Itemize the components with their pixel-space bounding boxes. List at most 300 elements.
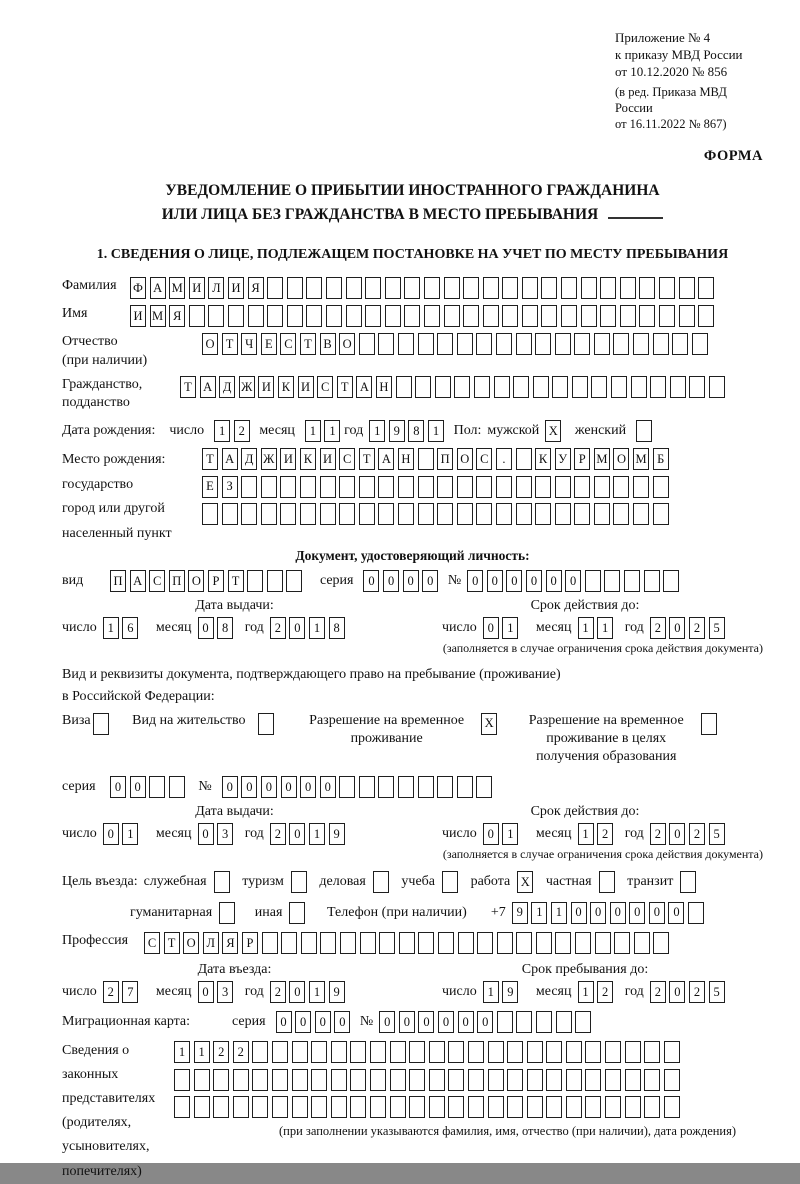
form-cell[interactable] (556, 1011, 572, 1033)
form-cell[interactable] (605, 1041, 621, 1063)
form-cell[interactable] (390, 1096, 406, 1118)
form-cell[interactable]: 2 (650, 981, 666, 1003)
form-cell[interactable] (644, 1041, 660, 1063)
form-cell[interactable]: М (169, 277, 185, 299)
form-cell[interactable]: Т (180, 376, 196, 398)
form-cell[interactable]: 0 (383, 570, 399, 592)
form-cell[interactable]: 1 (578, 823, 594, 845)
form-cell[interactable]: Н (376, 376, 392, 398)
form-cell[interactable]: И (280, 448, 296, 470)
form-cell[interactable]: 0 (526, 570, 542, 592)
form-cell[interactable]: 0 (565, 570, 581, 592)
form-cell[interactable]: Р (574, 448, 590, 470)
form-cell[interactable] (398, 503, 414, 525)
form-cell[interactable] (326, 277, 342, 299)
form-cell[interactable]: К (300, 448, 316, 470)
form-cell[interactable] (442, 871, 458, 893)
form-cell[interactable]: И (320, 448, 336, 470)
form-cell[interactable] (698, 277, 714, 299)
form-cell[interactable]: X (481, 713, 497, 735)
form-cell[interactable] (555, 333, 571, 355)
form-cell[interactable] (507, 1041, 523, 1063)
form-cell[interactable]: П (110, 570, 126, 592)
form-cell[interactable] (468, 1096, 484, 1118)
form-cell[interactable]: 0 (438, 1011, 454, 1033)
form-cell[interactable]: 1 (305, 420, 321, 442)
form-cell[interactable] (385, 277, 401, 299)
form-cell[interactable] (370, 1069, 386, 1091)
form-cell[interactable]: 0 (571, 902, 587, 924)
form-cell[interactable]: 7 (122, 981, 138, 1003)
form-cell[interactable]: 2 (270, 617, 286, 639)
form-cell[interactable]: 1 (502, 617, 518, 639)
form-cell[interactable] (644, 1096, 660, 1118)
form-cell[interactable] (496, 476, 512, 498)
form-cell[interactable] (494, 376, 510, 398)
form-cell[interactable] (600, 305, 616, 327)
form-cell[interactable]: С (144, 932, 160, 954)
form-cell[interactable] (311, 1069, 327, 1091)
form-cell[interactable] (331, 1069, 347, 1091)
form-cell[interactable]: 1 (214, 420, 230, 442)
form-cell[interactable]: 1 (483, 981, 499, 1003)
form-cell[interactable] (581, 277, 597, 299)
form-cell[interactable]: Д (241, 448, 257, 470)
form-cell[interactable] (633, 503, 649, 525)
form-cell[interactable] (476, 333, 492, 355)
form-cell[interactable]: Т (337, 376, 353, 398)
form-cell[interactable] (625, 1096, 641, 1118)
form-cell[interactable] (620, 305, 636, 327)
form-cell[interactable] (546, 1096, 562, 1118)
form-cell[interactable]: 1 (578, 981, 594, 1003)
form-cell[interactable]: Л (203, 932, 219, 954)
form-cell[interactable]: 8 (217, 617, 233, 639)
form-cell[interactable] (359, 503, 375, 525)
form-cell[interactable] (409, 1041, 425, 1063)
form-cell[interactable] (300, 476, 316, 498)
form-cell[interactable] (653, 503, 669, 525)
form-cell[interactable] (457, 476, 473, 498)
form-cell[interactable] (202, 503, 218, 525)
form-cell[interactable] (639, 305, 655, 327)
form-cell[interactable] (415, 376, 431, 398)
form-cell[interactable]: 0 (130, 776, 146, 798)
form-cell[interactable] (533, 376, 549, 398)
form-cell[interactable]: 1 (578, 617, 594, 639)
form-cell[interactable] (339, 503, 355, 525)
form-cell[interactable] (650, 376, 666, 398)
form-cell[interactable] (370, 1041, 386, 1063)
form-cell[interactable]: 2 (103, 981, 119, 1003)
form-cell[interactable] (437, 503, 453, 525)
form-cell[interactable]: У (555, 448, 571, 470)
form-cell[interactable]: О (183, 932, 199, 954)
form-cell[interactable]: Я (169, 305, 185, 327)
form-cell[interactable]: 2 (650, 823, 666, 845)
form-cell[interactable] (396, 376, 412, 398)
form-cell[interactable] (535, 476, 551, 498)
form-cell[interactable] (241, 503, 257, 525)
form-cell[interactable] (516, 333, 532, 355)
form-cell[interactable] (653, 932, 669, 954)
form-cell[interactable] (457, 776, 473, 798)
form-cell[interactable] (424, 277, 440, 299)
form-cell[interactable] (507, 1069, 523, 1091)
form-cell[interactable]: 2 (689, 981, 705, 1003)
form-cell[interactable]: И (130, 305, 146, 327)
form-cell[interactable]: 0 (458, 1011, 474, 1033)
form-cell[interactable]: А (200, 376, 216, 398)
form-cell[interactable] (286, 570, 302, 592)
form-cell[interactable] (670, 376, 686, 398)
form-cell[interactable] (398, 333, 414, 355)
form-cell[interactable] (561, 305, 577, 327)
form-cell[interactable] (194, 1069, 210, 1091)
form-cell[interactable] (566, 1069, 582, 1091)
form-cell[interactable]: 0 (669, 981, 685, 1003)
form-cell[interactable] (194, 1096, 210, 1118)
form-cell[interactable]: Т (359, 448, 375, 470)
form-cell[interactable]: Р (208, 570, 224, 592)
form-cell[interactable] (496, 503, 512, 525)
form-cell[interactable] (399, 932, 415, 954)
form-cell[interactable]: 1 (502, 823, 518, 845)
form-cell[interactable]: 0 (289, 617, 305, 639)
form-cell[interactable]: И (189, 277, 205, 299)
form-cell[interactable]: 1 (531, 902, 547, 924)
form-cell[interactable] (575, 932, 591, 954)
form-cell[interactable]: 0 (629, 902, 645, 924)
form-cell[interactable]: 0 (649, 902, 665, 924)
form-cell[interactable] (457, 503, 473, 525)
form-cell[interactable] (189, 305, 205, 327)
form-cell[interactable]: 1 (194, 1041, 210, 1063)
form-cell[interactable]: 0 (379, 1011, 395, 1033)
form-cell[interactable]: 2 (270, 823, 286, 845)
form-cell[interactable] (474, 376, 490, 398)
form-cell[interactable] (659, 277, 675, 299)
form-cell[interactable] (513, 376, 529, 398)
form-cell[interactable] (636, 420, 652, 442)
form-cell[interactable] (339, 476, 355, 498)
form-cell[interactable] (546, 1069, 562, 1091)
form-cell[interactable]: 1 (551, 902, 567, 924)
form-cell[interactable] (644, 570, 660, 592)
form-cell[interactable]: 0 (295, 1011, 311, 1033)
form-cell[interactable] (311, 1041, 327, 1063)
form-cell[interactable] (507, 1096, 523, 1118)
form-cell[interactable] (174, 1069, 190, 1091)
form-cell[interactable] (359, 776, 375, 798)
form-cell[interactable] (350, 1069, 366, 1091)
form-cell[interactable]: А (150, 277, 166, 299)
form-cell[interactable] (272, 1096, 288, 1118)
form-cell[interactable] (605, 1096, 621, 1118)
form-cell[interactable] (552, 376, 568, 398)
form-cell[interactable]: 0 (241, 776, 257, 798)
form-cell[interactable] (311, 1096, 327, 1118)
form-cell[interactable]: 2 (597, 823, 613, 845)
form-cell[interactable]: 0 (363, 570, 379, 592)
form-cell[interactable]: Т (228, 570, 244, 592)
form-cell[interactable] (546, 1041, 562, 1063)
form-cell[interactable] (653, 333, 669, 355)
form-cell[interactable]: X (517, 871, 533, 893)
form-cell[interactable] (228, 305, 244, 327)
form-cell[interactable]: 5 (709, 823, 725, 845)
form-cell[interactable]: 2 (234, 420, 250, 442)
form-cell[interactable] (258, 713, 274, 735)
form-cell[interactable] (535, 333, 551, 355)
form-cell[interactable] (536, 932, 552, 954)
form-cell[interactable] (624, 570, 640, 592)
form-cell[interactable] (252, 1096, 268, 1118)
form-cell[interactable]: А (130, 570, 146, 592)
form-cell[interactable] (233, 1096, 249, 1118)
form-cell[interactable] (370, 1096, 386, 1118)
form-cell[interactable] (566, 1041, 582, 1063)
form-cell[interactable]: 0 (289, 981, 305, 1003)
form-cell[interactable] (555, 503, 571, 525)
form-cell[interactable]: 2 (597, 981, 613, 1003)
form-cell[interactable]: Я (248, 277, 264, 299)
form-cell[interactable]: 0 (300, 776, 316, 798)
form-cell[interactable] (476, 476, 492, 498)
form-cell[interactable] (516, 503, 532, 525)
form-cell[interactable] (292, 1069, 308, 1091)
form-cell[interactable] (213, 1069, 229, 1091)
form-cell[interactable]: Е (202, 476, 218, 498)
form-cell[interactable] (574, 333, 590, 355)
form-cell[interactable] (437, 776, 453, 798)
form-cell[interactable] (572, 376, 588, 398)
form-cell[interactable]: 0 (276, 1011, 292, 1033)
form-cell[interactable]: К (535, 448, 551, 470)
form-cell[interactable] (320, 503, 336, 525)
form-cell[interactable] (373, 871, 389, 893)
form-cell[interactable] (291, 871, 307, 893)
form-cell[interactable] (594, 503, 610, 525)
form-cell[interactable] (633, 333, 649, 355)
form-cell[interactable] (169, 776, 185, 798)
form-cell[interactable]: 0 (281, 776, 297, 798)
form-cell[interactable] (359, 333, 375, 355)
form-cell[interactable] (644, 1069, 660, 1091)
form-cell[interactable]: 1 (369, 420, 385, 442)
form-cell[interactable]: 3 (217, 981, 233, 1003)
form-cell[interactable] (326, 305, 342, 327)
form-cell[interactable]: Т (202, 448, 218, 470)
form-cell[interactable] (585, 570, 601, 592)
form-cell[interactable] (214, 871, 230, 893)
form-cell[interactable] (93, 713, 109, 735)
form-cell[interactable] (378, 503, 394, 525)
form-cell[interactable] (365, 305, 381, 327)
form-cell[interactable] (527, 1096, 543, 1118)
form-cell[interactable] (468, 1041, 484, 1063)
form-cell[interactable]: 0 (289, 823, 305, 845)
form-cell[interactable] (289, 902, 305, 924)
form-cell[interactable] (280, 476, 296, 498)
form-cell[interactable] (379, 932, 395, 954)
form-cell[interactable]: 0 (590, 902, 606, 924)
form-cell[interactable]: 0 (422, 570, 438, 592)
form-cell[interactable] (664, 1069, 680, 1091)
form-cell[interactable] (346, 305, 362, 327)
form-cell[interactable] (448, 1069, 464, 1091)
form-cell[interactable] (672, 333, 688, 355)
form-cell[interactable]: 0 (668, 902, 684, 924)
form-cell[interactable] (689, 376, 705, 398)
form-cell[interactable]: 9 (502, 981, 518, 1003)
form-cell[interactable]: Л (208, 277, 224, 299)
form-cell[interactable]: В (320, 333, 336, 355)
form-cell[interactable] (429, 1069, 445, 1091)
form-cell[interactable]: 0 (418, 1011, 434, 1033)
form-cell[interactable] (522, 277, 538, 299)
form-cell[interactable] (418, 932, 434, 954)
form-cell[interactable]: 2 (689, 617, 705, 639)
form-cell[interactable]: 5 (709, 617, 725, 639)
form-cell[interactable] (418, 476, 434, 498)
form-cell[interactable]: А (222, 448, 238, 470)
form-cell[interactable]: 1 (309, 617, 325, 639)
form-cell[interactable]: С (280, 333, 296, 355)
form-cell[interactable] (438, 932, 454, 954)
form-cell[interactable] (435, 376, 451, 398)
form-cell[interactable] (378, 333, 394, 355)
form-cell[interactable] (437, 476, 453, 498)
form-cell[interactable] (390, 1041, 406, 1063)
form-cell[interactable] (585, 1096, 601, 1118)
form-cell[interactable] (595, 932, 611, 954)
form-cell[interactable] (659, 305, 675, 327)
form-cell[interactable] (600, 277, 616, 299)
form-cell[interactable] (463, 277, 479, 299)
form-cell[interactable]: И (298, 376, 314, 398)
form-cell[interactable] (536, 1011, 552, 1033)
form-cell[interactable]: 1 (428, 420, 444, 442)
form-cell[interactable]: 1 (174, 1041, 190, 1063)
form-cell[interactable] (634, 932, 650, 954)
form-cell[interactable] (679, 277, 695, 299)
form-cell[interactable] (448, 1041, 464, 1063)
form-cell[interactable] (483, 305, 499, 327)
form-cell[interactable] (664, 1096, 680, 1118)
form-cell[interactable] (252, 1069, 268, 1091)
form-cell[interactable] (248, 305, 264, 327)
form-cell[interactable]: 0 (103, 823, 119, 845)
form-cell[interactable]: 1 (597, 617, 613, 639)
form-cell[interactable] (365, 277, 381, 299)
form-cell[interactable]: 1 (324, 420, 340, 442)
form-cell[interactable]: 0 (315, 1011, 331, 1033)
form-cell[interactable] (339, 776, 355, 798)
form-cell[interactable] (398, 476, 414, 498)
form-cell[interactable] (340, 932, 356, 954)
form-cell[interactable]: 2 (689, 823, 705, 845)
form-cell[interactable]: А (356, 376, 372, 398)
form-cell[interactable]: Т (222, 333, 238, 355)
form-cell[interactable]: 8 (408, 420, 424, 442)
form-cell[interactable] (614, 932, 630, 954)
form-cell[interactable]: 0 (320, 776, 336, 798)
form-cell[interactable] (620, 277, 636, 299)
form-cell[interactable] (488, 1041, 504, 1063)
form-cell[interactable]: 0 (669, 617, 685, 639)
form-cell[interactable] (385, 305, 401, 327)
form-cell[interactable] (331, 1096, 347, 1118)
form-cell[interactable]: Ч (241, 333, 257, 355)
form-cell[interactable]: 0 (198, 981, 214, 1003)
form-cell[interactable] (280, 503, 296, 525)
form-cell[interactable]: 0 (669, 823, 685, 845)
form-cell[interactable]: 9 (329, 981, 345, 1003)
form-cell[interactable]: 0 (198, 823, 214, 845)
form-cell[interactable] (692, 333, 708, 355)
form-cell[interactable] (359, 476, 375, 498)
form-cell[interactable] (541, 277, 557, 299)
form-cell[interactable]: 1 (309, 981, 325, 1003)
form-cell[interactable] (594, 476, 610, 498)
form-cell[interactable] (458, 932, 474, 954)
form-cell[interactable]: Ф (130, 277, 146, 299)
form-cell[interactable] (680, 871, 696, 893)
form-cell[interactable] (585, 1069, 601, 1091)
form-cell[interactable]: 9 (389, 420, 405, 442)
form-cell[interactable]: 0 (399, 1011, 415, 1033)
form-cell[interactable] (272, 1069, 288, 1091)
form-cell[interactable]: 0 (110, 776, 126, 798)
form-cell[interactable] (252, 1041, 268, 1063)
form-cell[interactable]: 0 (198, 617, 214, 639)
form-cell[interactable] (639, 277, 655, 299)
form-cell[interactable] (555, 476, 571, 498)
form-cell[interactable] (390, 1069, 406, 1091)
form-cell[interactable] (502, 277, 518, 299)
form-cell[interactable]: Р (242, 932, 258, 954)
form-cell[interactable] (575, 1011, 591, 1033)
form-cell[interactable]: С (317, 376, 333, 398)
form-cell[interactable] (477, 932, 493, 954)
form-cell[interactable]: Д (219, 376, 235, 398)
form-cell[interactable] (613, 333, 629, 355)
form-cell[interactable]: 8 (329, 617, 345, 639)
form-cell[interactable] (488, 1069, 504, 1091)
form-cell[interactable] (378, 776, 394, 798)
form-cell[interactable] (292, 1041, 308, 1063)
form-cell[interactable] (625, 1069, 641, 1091)
form-cell[interactable] (535, 503, 551, 525)
form-cell[interactable]: 0 (610, 902, 626, 924)
form-cell[interactable] (346, 277, 362, 299)
form-cell[interactable] (418, 776, 434, 798)
form-cell[interactable] (306, 305, 322, 327)
form-cell[interactable]: 3 (217, 823, 233, 845)
form-cell[interactable] (497, 932, 513, 954)
form-cell[interactable]: Т (300, 333, 316, 355)
form-cell[interactable] (418, 503, 434, 525)
form-cell[interactable] (698, 305, 714, 327)
form-cell[interactable] (679, 305, 695, 327)
form-cell[interactable] (516, 476, 532, 498)
form-cell[interactable] (688, 902, 704, 924)
form-cell[interactable]: О (457, 448, 473, 470)
form-cell[interactable] (350, 1096, 366, 1118)
form-cell[interactable] (149, 776, 165, 798)
form-cell[interactable] (631, 376, 647, 398)
